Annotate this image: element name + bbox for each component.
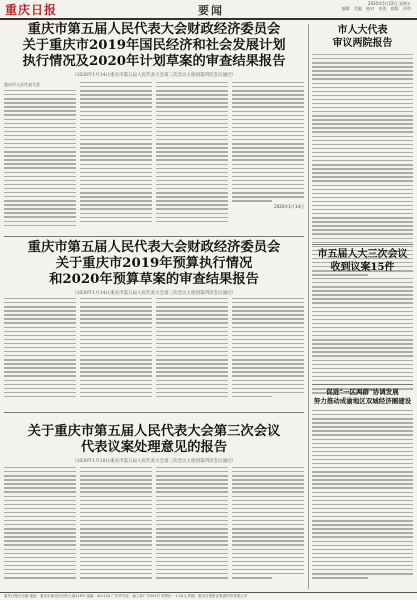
article-3-column <box>80 467 152 589</box>
article-2-body <box>4 298 304 410</box>
article-1-column <box>4 82 76 234</box>
article-divider <box>4 412 304 413</box>
masthead <box>0 0 417 18</box>
sidebar-story-2-title-line-2: 收到议案15件 <box>330 262 395 273</box>
sidebar-story-3 <box>312 388 413 581</box>
sidebar-story-1-title-line-2: 审议两院报告 <box>332 38 393 49</box>
tag-layout: 排版 <box>390 6 399 11</box>
sidebar-story-2 <box>312 248 413 396</box>
article-2-column <box>4 298 76 410</box>
column-divider <box>308 24 309 589</box>
article-1-subline: （2020年1月14日重庆市第五届人民代表大会第三次会议主席团第四次会议通过） <box>71 73 237 78</box>
tag-editor: 编辑 <box>341 6 350 11</box>
sidebar-story-2-body <box>312 278 413 394</box>
article-2-headline-line-1: 重庆市第五届人民代表大会财政经济委员会 <box>27 240 281 255</box>
article-3-column <box>4 467 76 589</box>
article-2-headline-line-2: 关于重庆市2019年预算执行情况 <box>55 256 253 271</box>
sidebar-story-1-title-line-1: 市人大代表 <box>337 25 388 36</box>
sidebar-divider <box>312 384 413 385</box>
article-1-column <box>232 82 304 234</box>
article-1-body <box>4 82 304 234</box>
tag-proofreader: 校对 <box>366 6 375 11</box>
newspaper-logo: 重庆日报 <box>5 3 58 17</box>
article-1-headline <box>4 22 304 70</box>
sidebar-story-2-title-line-1: 市五届人大三次会议 <box>317 249 408 260</box>
editor-tags <box>339 6 411 11</box>
article-1-headline-line-2: 关于重庆市2019年国民经济和社会发展计划 <box>22 38 286 53</box>
article-1-column <box>80 82 152 234</box>
masthead-rule <box>0 18 417 20</box>
article-1-headline-line-1: 重庆市第五届人民代表大会财政经济委员会 <box>27 22 281 37</box>
article-1-header <box>4 22 304 78</box>
tag-critic: 评审 <box>403 6 411 11</box>
sidebar-divider <box>312 244 413 245</box>
article-3-body <box>4 467 304 589</box>
tag-art-editor: 美编 <box>353 6 362 11</box>
sidebar-story-3-body <box>312 410 413 579</box>
article-2-headline <box>4 240 304 288</box>
article-3-headline-line-2: 代表议案处理意见的报告 <box>80 440 228 455</box>
article-2-headline-line-3: 和2020年预算草案的审查结果报告 <box>49 272 259 287</box>
article-2-header <box>4 240 304 296</box>
sidebar-story-1 <box>312 24 413 278</box>
article-2-column <box>80 298 152 410</box>
article-1-headline-line-3: 执行情况及2020年计划草案的审查结果报告 <box>22 54 286 69</box>
article-divider <box>4 236 304 237</box>
issue-date: 2020年5月22日 星期五 <box>367 1 411 6</box>
article-1-column <box>156 82 228 234</box>
article-1-byline: 重庆市人民代表大会 <box>4 82 40 87</box>
article-2-column <box>232 298 304 410</box>
article-3-headline <box>4 424 304 456</box>
article-3-headline-line-1: 关于重庆市第五届人民代表大会第三次会议 <box>27 424 281 439</box>
masthead-meta <box>339 1 411 11</box>
section-title: 要闻 <box>198 4 224 17</box>
sidebar-story-3-title <box>312 388 413 406</box>
article-2-subline: （2020年1月14日重庆市第五届人民代表大会第三次会议主席团第四次会议通过） <box>71 291 237 296</box>
article-3-column <box>232 467 304 589</box>
tag-reviewer: 审读 <box>378 6 387 11</box>
article-1-date: 2020年1月14日 <box>274 204 304 210</box>
sidebar-story-1-title <box>312 24 413 50</box>
article-2-column <box>156 298 228 410</box>
sidebar-story-2-title <box>312 248 413 274</box>
article-3-column <box>156 467 228 589</box>
article-3-subline: （2020年1月18日重庆市第五届人民代表大会第三次会议主席团第四次会议通过） <box>71 459 237 464</box>
sidebar-story-3-title-line-2: 努力推动成渝地区双城经济圈建设 <box>313 397 412 405</box>
sidebar-story-1-body <box>312 54 413 276</box>
page-footer: 重庆日报社出版 地址：重庆市渝北区同茂大道416号 邮编：401120 广告许可证：渝工商广字001号 零售价：1.50元 印刷：重庆日报报业集团印务有限公司 <box>0 592 417 600</box>
article-3-header <box>4 424 304 464</box>
sidebar-story-3-title-line-1: 促进“一区两群”协调发展 <box>326 388 399 396</box>
